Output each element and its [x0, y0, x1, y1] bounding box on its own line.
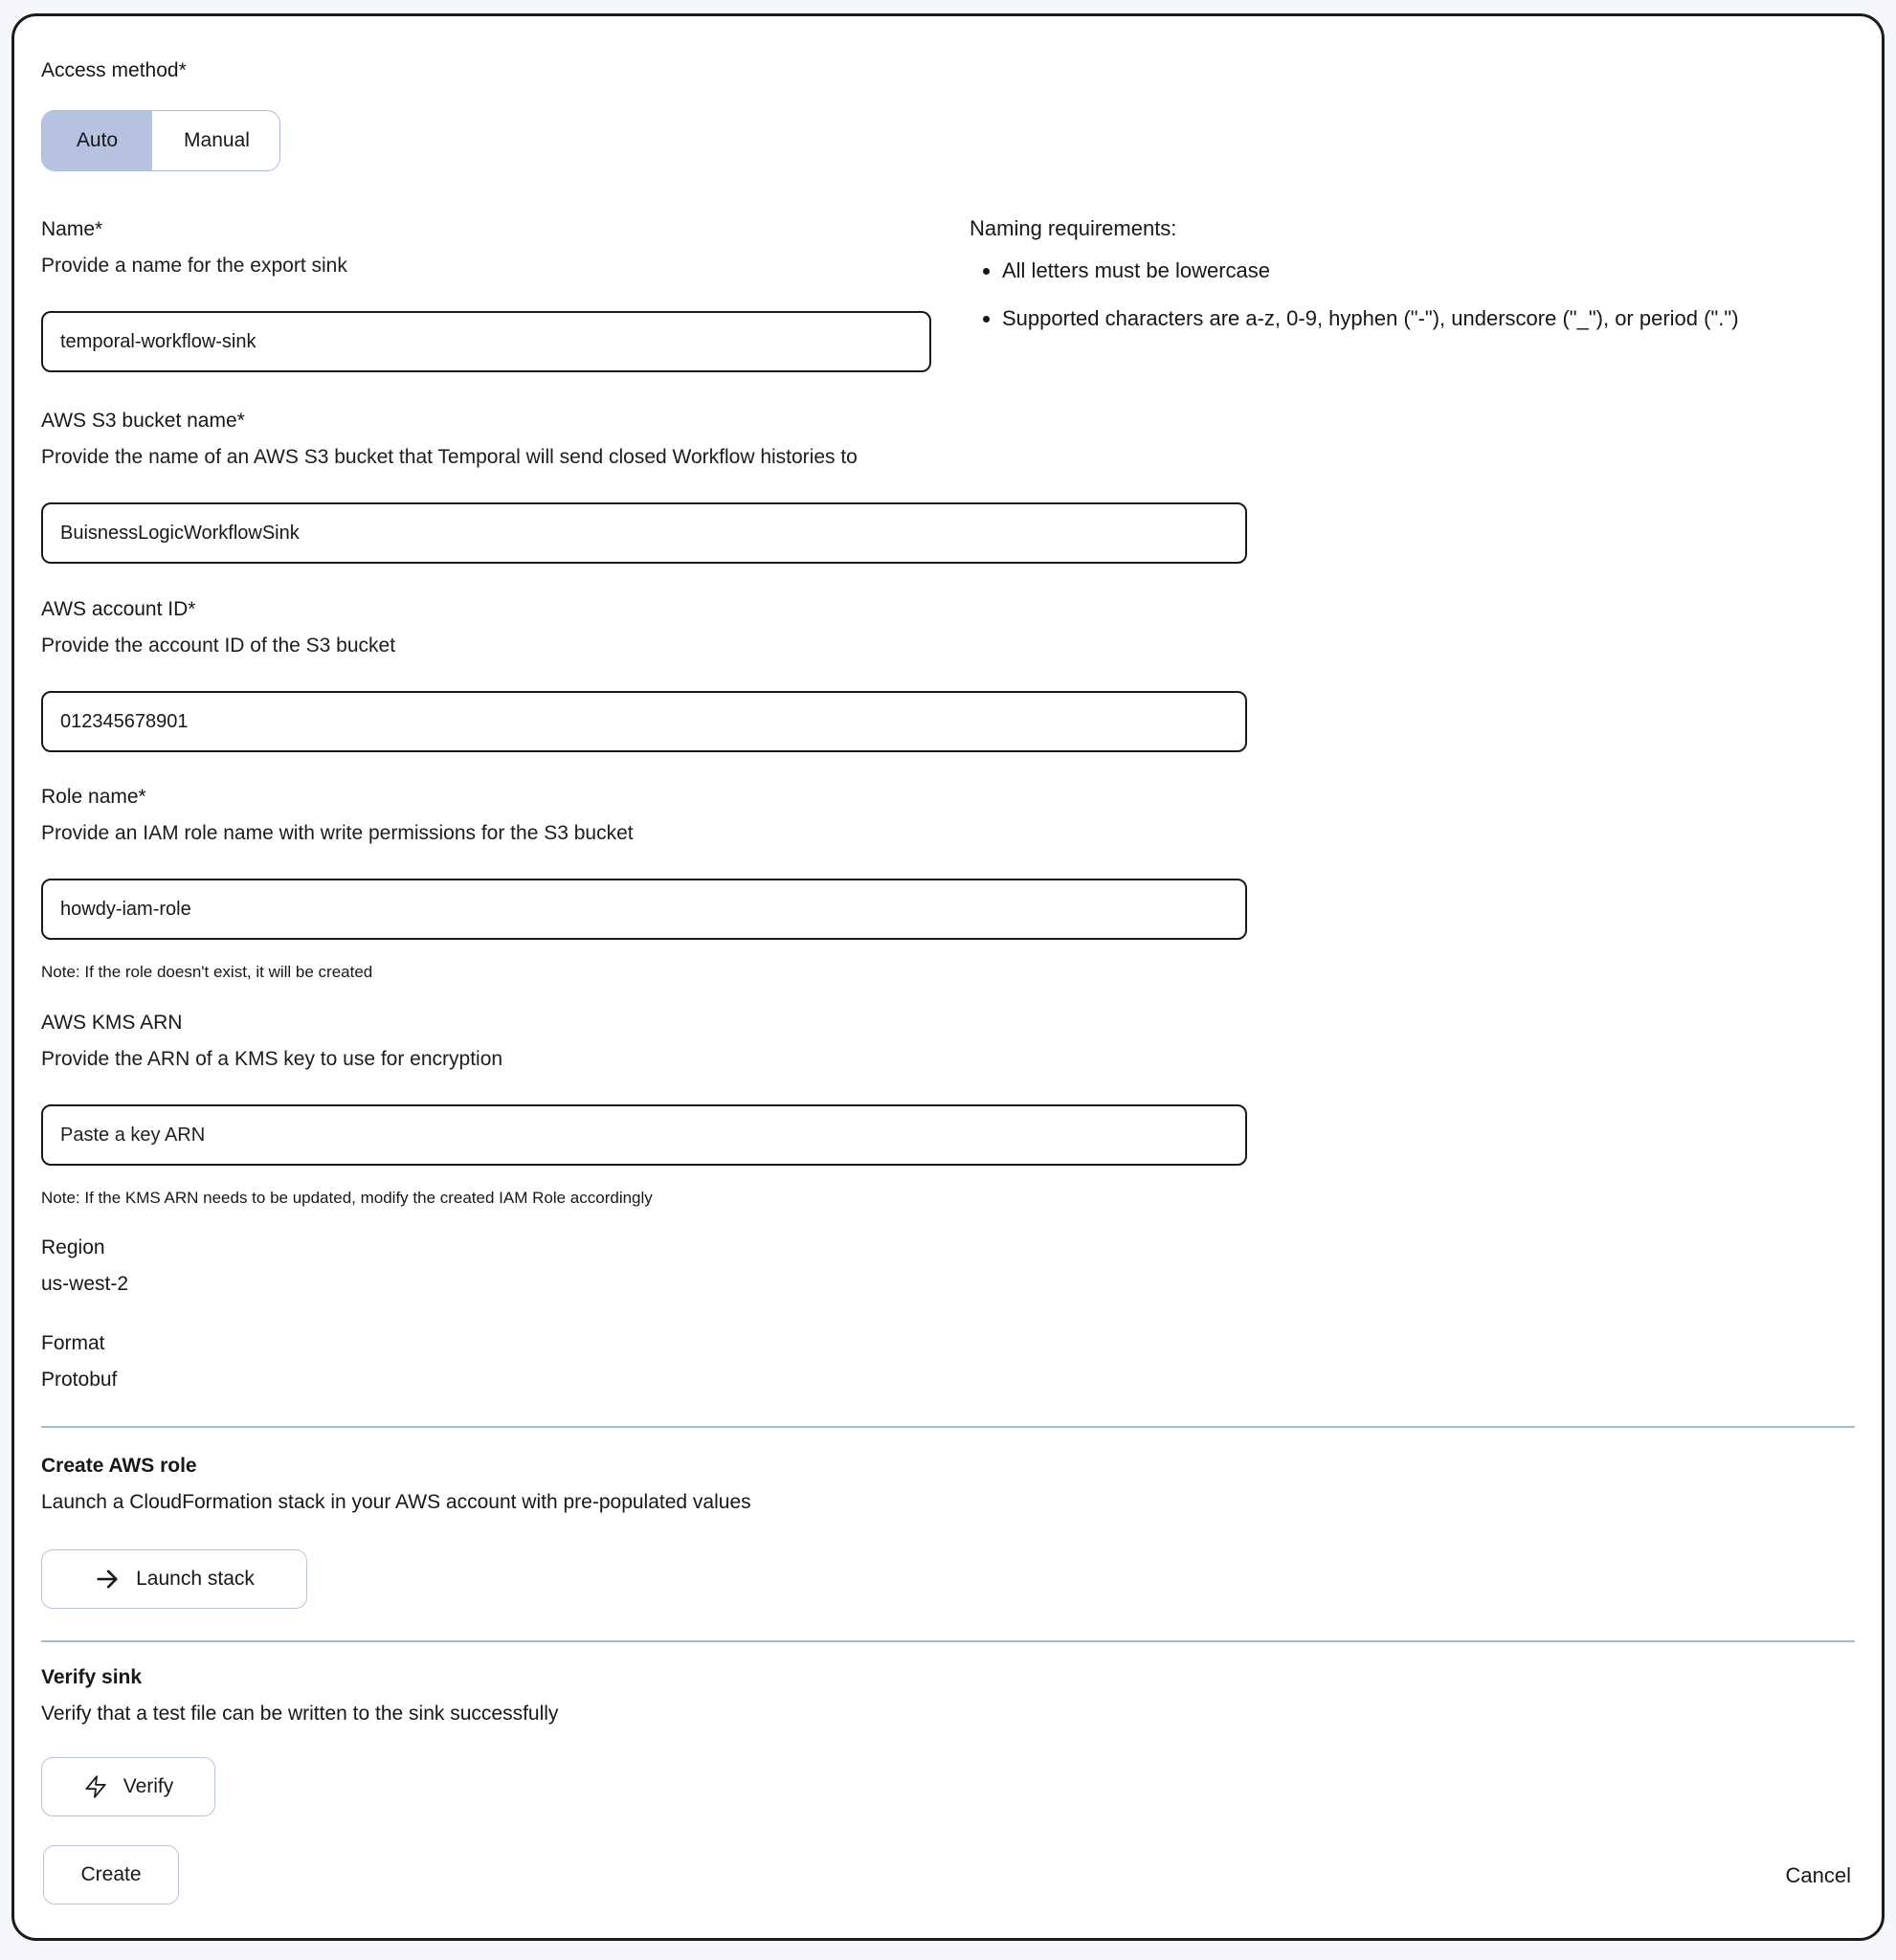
role-name-label: Role name*	[41, 786, 146, 808]
format-value: Protobuf	[41, 1369, 118, 1391]
access-method-group	[41, 56, 280, 171]
kms-arn-label: AWS KMS ARN	[41, 1012, 183, 1034]
create-role-section	[41, 1452, 751, 1609]
kms-arn-description: Provide the ARN of a KMS key to use for encryption	[41, 1048, 503, 1070]
s3-bucket-label: AWS S3 bucket name*	[41, 410, 245, 432]
role-name-field-group	[41, 783, 1247, 984]
name-description: Provide a name for the export sink	[41, 255, 347, 277]
verify-button-label: Verify	[123, 1775, 174, 1797]
account-id-description: Provide the account ID of the S3 bucket	[41, 635, 396, 657]
lightning-icon	[83, 1774, 108, 1799]
verify-button[interactable]	[41, 1757, 215, 1816]
verify-sink-title: Verify sink	[41, 1666, 143, 1688]
naming-requirement-item: • All letters must be lowercase	[1002, 256, 1777, 286]
access-method-toggle	[41, 110, 280, 171]
format-group	[41, 1329, 117, 1394]
role-name-input[interactable]	[41, 879, 1247, 940]
naming-requirements-list	[970, 256, 1879, 334]
region-label: Region	[41, 1236, 105, 1258]
naming-requirements	[970, 213, 1879, 351]
account-id-input[interactable]	[41, 691, 1247, 752]
account-id-field-group	[41, 595, 1247, 752]
create-button-label: Create	[80, 1863, 142, 1885]
role-name-note: Note: If the role doesn't exist, it will be created	[41, 963, 373, 981]
launch-stack-label: Launch stack	[136, 1568, 255, 1590]
divider	[41, 1640, 1855, 1642]
kms-arn-note: Note: If the KMS ARN needs to be updated, modify the created IAM Role accordingly	[41, 1189, 653, 1207]
role-name-description: Provide an IAM role name with write permissions for the S3 bucket	[41, 822, 634, 844]
kms-arn-input[interactable]	[41, 1104, 1247, 1166]
verify-sink-description: Verify that a test file can be written to the sink successfully	[41, 1703, 559, 1725]
name-label: Name*	[41, 218, 103, 240]
name-field-group	[41, 215, 931, 372]
s3-bucket-field-group	[41, 407, 1247, 564]
create-role-title: Create AWS role	[41, 1455, 197, 1477]
export-sink-form-card	[11, 13, 1885, 1941]
access-method-label: Access method*	[41, 59, 187, 81]
create-role-description: Launch a CloudFormation stack in your AWS account with pre-populated values	[41, 1491, 751, 1513]
naming-requirements-title: Naming requirements:	[970, 216, 1177, 240]
naming-requirement-item: • Supported characters are a-z, 0-9, hyphen ("-"), underscore ("_"), or period (".")	[1002, 303, 1777, 334]
access-method-option-manual[interactable]: Manual	[152, 111, 280, 170]
kms-arn-field-group	[41, 1009, 1247, 1210]
account-id-label: AWS account ID*	[41, 598, 196, 620]
name-input[interactable]	[41, 311, 931, 372]
s3-bucket-description: Provide the name of an AWS S3 bucket that Temporal will send closed Workflow histories to	[41, 446, 858, 468]
verify-sink-section	[41, 1663, 558, 1816]
s3-bucket-input[interactable]	[41, 502, 1247, 564]
cancel-button[interactable]: Cancel	[1785, 1863, 1851, 1887]
launch-stack-button[interactable]	[41, 1549, 307, 1609]
region-value: us-west-2	[41, 1273, 129, 1295]
region-group	[41, 1234, 128, 1299]
format-label: Format	[41, 1332, 105, 1354]
arrow-right-icon	[94, 1566, 121, 1592]
create-button[interactable]	[43, 1845, 179, 1904]
divider	[41, 1426, 1855, 1428]
access-method-option-auto[interactable]: Auto	[42, 111, 152, 170]
